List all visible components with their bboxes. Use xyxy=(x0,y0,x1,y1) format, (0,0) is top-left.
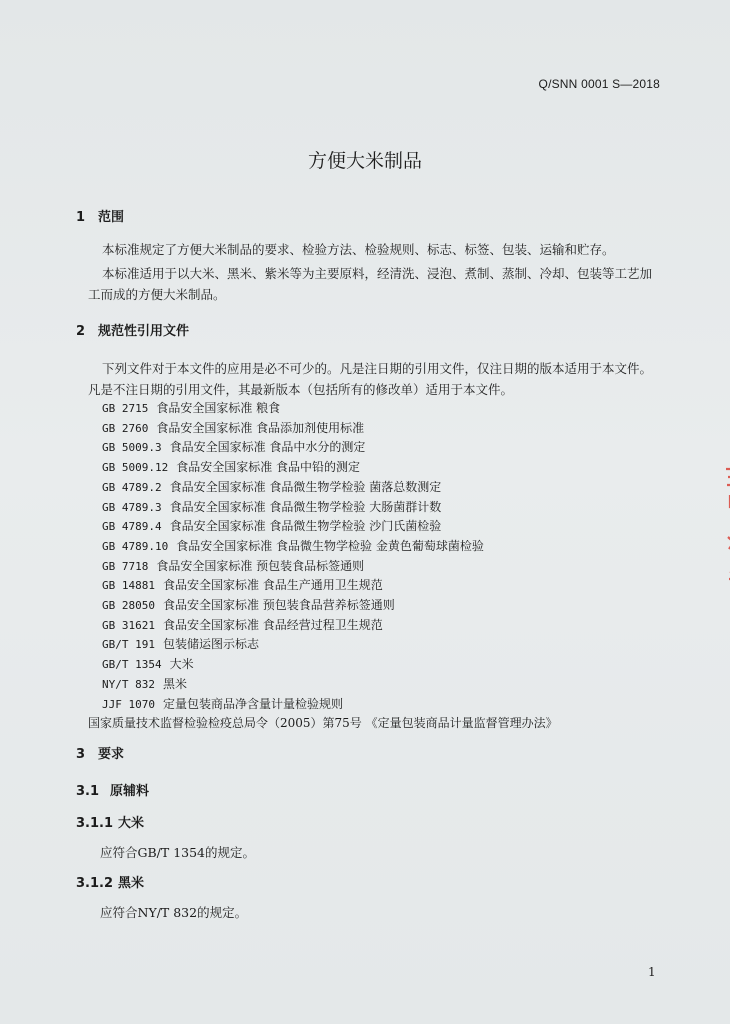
reference-item xyxy=(102,498,558,518)
reference-code: GB/T 1354 xyxy=(102,658,162,672)
reference-title: 食品安全国家标准 预包装食品营养标签通则 xyxy=(162,598,395,613)
section-heading-3-1-1 xyxy=(76,812,144,831)
reference-title: 黑米 xyxy=(162,676,187,691)
reference-item xyxy=(102,596,558,616)
section-number: 3.1.2 xyxy=(76,876,114,891)
section-title: 大米 xyxy=(118,816,145,831)
reference-title: 食品安全国家标准 食品添加剂使用标准 xyxy=(156,420,365,435)
section-title: 黑米 xyxy=(118,876,145,891)
reference-code: GB 4789.10 xyxy=(102,539,169,553)
section-title: 范围 xyxy=(98,210,125,225)
section-number: 3.1 xyxy=(76,784,100,799)
reference-code: GB 5009.3 xyxy=(102,441,162,455)
reference-title: 食品安全国家标准 粮食 xyxy=(156,401,281,415)
section-title: 规范性引用文件 xyxy=(98,324,190,339)
reference-item xyxy=(102,557,558,577)
reference-code: GB 7718 xyxy=(102,559,149,573)
reference-code: GB 28050 xyxy=(102,599,155,613)
reference-item-decree: 国家质量技术监督检验检疫总局令（2005）第75号 《定量包装商品计量监督管理办法》 xyxy=(88,716,558,731)
reference-title: 食品安全国家标准 食品微生物学检验 大肠菌群计数 xyxy=(169,499,442,514)
reference-code: GB 5009.12 xyxy=(102,461,169,475)
reference-code: GB/T 191 xyxy=(102,638,155,652)
section-number: 1 xyxy=(76,210,86,225)
reference-title: 定量包装商品净含量计量检验规则 xyxy=(162,696,343,711)
section-number: 3.1.1 xyxy=(76,816,114,831)
reference-title: 食品安全国家标准 食品生产通用卫生规范 xyxy=(162,578,383,593)
reference-item xyxy=(102,695,558,715)
section-heading-2 xyxy=(76,320,189,339)
section-title: 原辅料 xyxy=(110,784,150,799)
reference-item xyxy=(102,438,558,458)
references-intro: 下列文件对于本文件的应用是必不可少的。凡是注日期的引用文件，仅注日期的版本适用于本文件。凡是不注日期的引用文件，其最新版本（包括所有的修改单）适用于本文件。 xyxy=(88,361,653,397)
section-number: 3 xyxy=(76,747,86,762)
reference-title: 食品安全国家标准 食品微生物学检验 金黄色葡萄球菌检验 xyxy=(176,538,484,553)
reference-item xyxy=(102,517,558,537)
reference-code: GB 4789.2 xyxy=(102,480,162,494)
reference-title: 食品安全国家标准 预包装食品标签通则 xyxy=(156,558,365,573)
reference-item xyxy=(102,576,558,596)
black-rice-requirement: 应符合NY/T 832的规定。 xyxy=(100,905,248,920)
reference-item xyxy=(102,616,558,636)
reference-code: GB 2760 xyxy=(102,421,149,435)
scope-paragraph-1: 本标准规定了方便大米制品的要求、检验方法、检验规则、标志、标签、包装、运输和贮存。 xyxy=(102,242,615,257)
reference-title: 包装储运图示标志 xyxy=(162,637,259,652)
reference-item xyxy=(102,419,558,439)
scope-paragraph-2: 本标准适用于以大米、黑米、紫米等为主要原料，经清洗、浸泡、煮制、蒸制、冷却、包装等工艺加工而成的方便大米制品。 xyxy=(88,266,653,302)
reference-code: GB 4789.4 xyxy=(102,520,162,534)
section-heading-1 xyxy=(76,206,124,225)
standard-code: Q/SNN 0001 S—2018 xyxy=(538,77,660,91)
section-title: 要求 xyxy=(98,747,125,762)
reference-list xyxy=(88,399,558,734)
reference-title: 食品安全国家标准 食品中水分的测定 xyxy=(169,440,366,455)
reference-title: 食品安全国家标准 食品经营过程卫生规范 xyxy=(162,617,383,632)
reference-item xyxy=(102,635,558,655)
reference-code: NY/T 832 xyxy=(102,677,155,691)
reference-item xyxy=(102,675,558,695)
section-heading-3-1 xyxy=(76,780,149,799)
rice-requirement: 应符合GB/T 1354的规定。 xyxy=(100,845,256,860)
reference-code: GB 2715 xyxy=(102,402,149,415)
reference-title: 食品安全国家标准 食品微生物学检验 沙门氏菌检验 xyxy=(169,519,442,534)
reference-title: 食品安全国家标准 食品中铅的测定 xyxy=(176,460,361,475)
reference-code: GB 14881 xyxy=(102,579,155,593)
red-seal-stamp xyxy=(712,455,730,635)
section-number: 2 xyxy=(76,324,86,339)
reference-code: JJF 1070 xyxy=(102,697,155,711)
reference-item xyxy=(102,478,558,498)
reference-item xyxy=(102,537,558,557)
reference-item xyxy=(102,399,558,419)
reference-title: 食品安全国家标准 食品微生物学检验 菌落总数测定 xyxy=(169,479,442,494)
document-title: 方便大米制品 xyxy=(307,150,422,172)
reference-title: 大米 xyxy=(169,657,194,672)
page-number: 1 xyxy=(648,965,656,979)
reference-code: GB 31621 xyxy=(102,618,155,632)
reference-item xyxy=(102,655,558,675)
reference-code: GB 4789.3 xyxy=(102,500,162,514)
section-heading-3-1-2 xyxy=(76,872,144,891)
reference-item xyxy=(102,458,558,478)
section-heading-3 xyxy=(76,743,124,762)
